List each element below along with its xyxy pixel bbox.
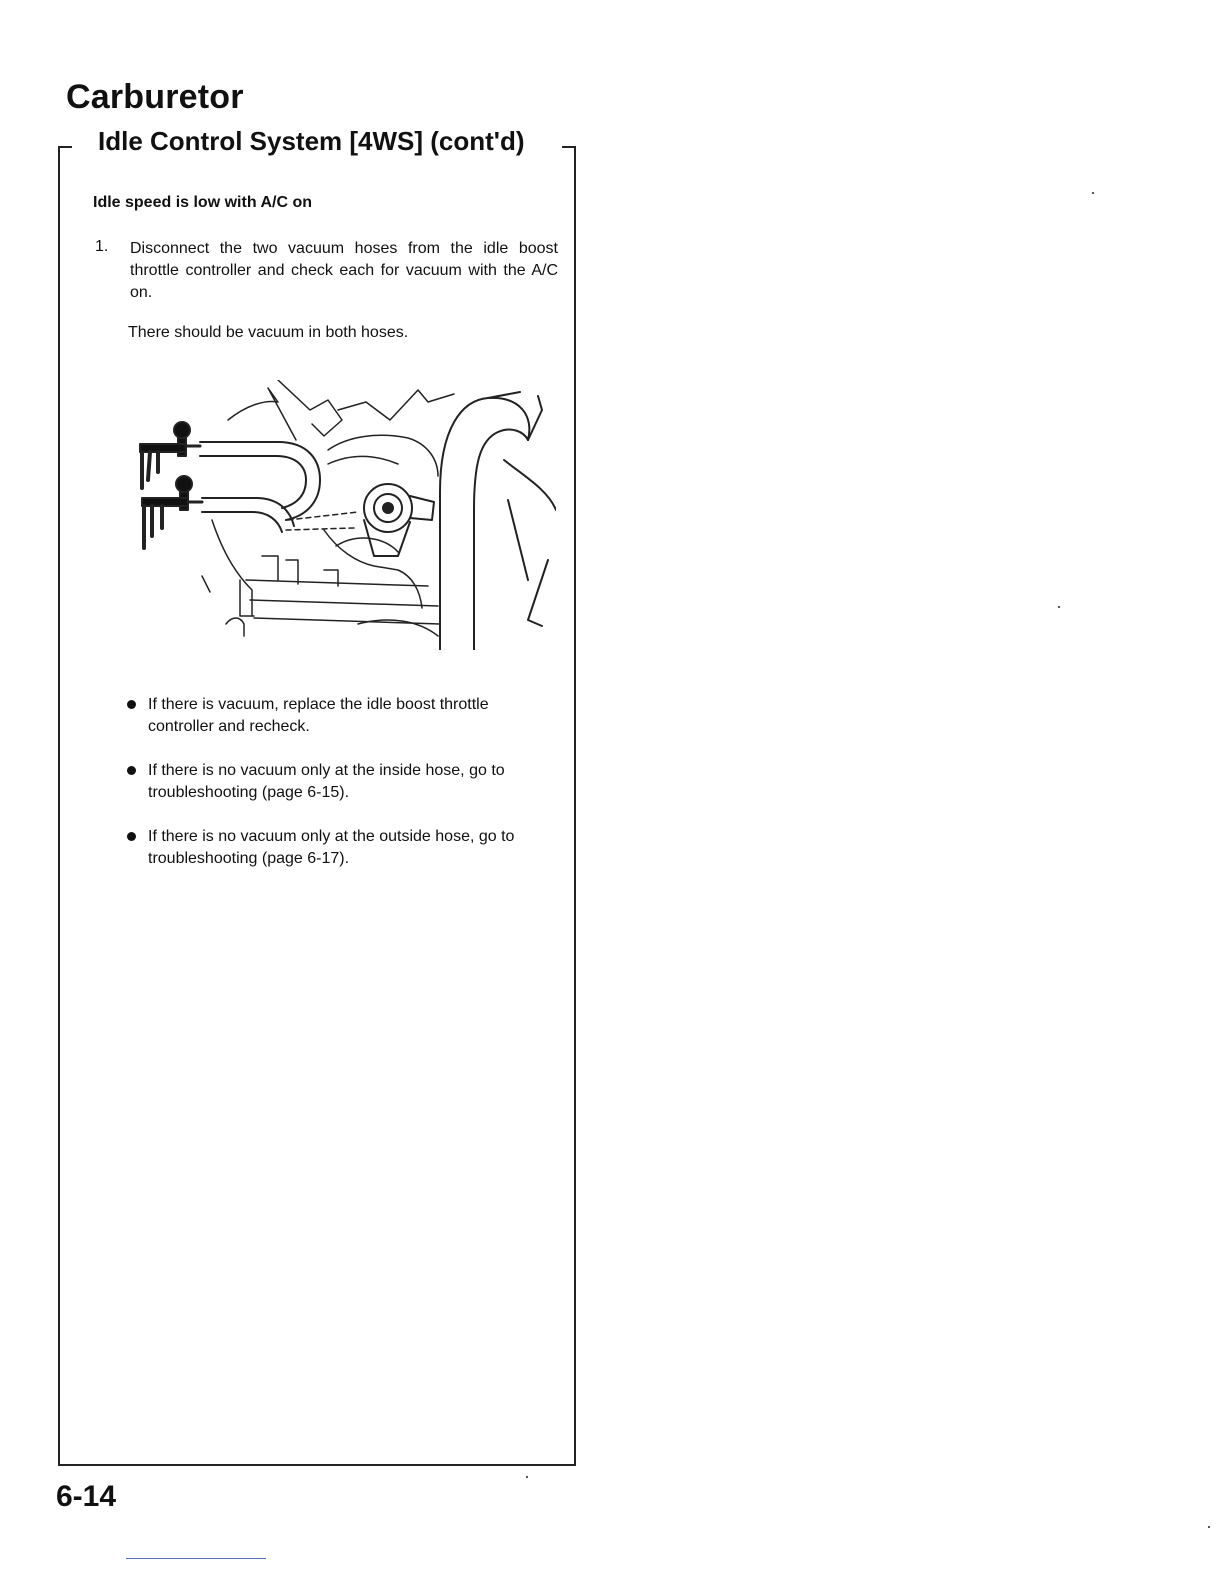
scan-speck xyxy=(1092,192,1094,194)
bullet-icon xyxy=(127,832,136,841)
vacuum-gauge-hoses-engine-illustration xyxy=(128,380,556,650)
frame-corner-right xyxy=(562,146,574,148)
upper-vacuum-gauge-icon xyxy=(140,422,200,488)
page-number: 6-14 xyxy=(56,1480,117,1513)
list-item xyxy=(126,760,558,804)
bullet-icon xyxy=(127,700,136,709)
engine-details xyxy=(202,380,454,636)
scan-speck xyxy=(526,1476,528,1478)
step-text: Disconnect the two vacuum hoses from the idle boost throttle controller and check each for vacuum with the A/C on. xyxy=(130,240,558,301)
section-heading: Idle Control System [4WS] (cont'd) xyxy=(98,126,525,156)
step-number: 1. xyxy=(95,238,109,255)
scan-speck xyxy=(1208,1526,1210,1528)
bullet-text: If there is no vacuum only at the outside hose, go to troubleshooting (page 6-17). xyxy=(148,828,515,867)
bullet-icon xyxy=(127,766,136,775)
bullet-text: If there is vacuum, replace the idle boost throttle controller and recheck. xyxy=(148,696,489,735)
footer-rule xyxy=(126,1558,266,1559)
bullet-text: If there is no vacuum only at the inside hose, go to troubleshooting (page 6-15). xyxy=(148,762,505,801)
lower-vacuum-gauge-icon xyxy=(142,476,202,548)
result-list xyxy=(126,694,558,892)
intake-duct xyxy=(440,392,556,650)
idle-boost-throttle-controller xyxy=(364,484,434,556)
list-item xyxy=(126,826,558,870)
vacuum-hoses xyxy=(200,442,358,532)
list-item xyxy=(126,694,558,738)
page-title: Carburetor xyxy=(66,78,244,116)
step-expectation: There should be vacuum in both hoses. xyxy=(128,324,409,341)
symptom-heading: Idle speed is low with A/C on xyxy=(93,194,312,211)
scan-speck xyxy=(1058,606,1060,608)
frame-corner-left xyxy=(58,146,72,148)
